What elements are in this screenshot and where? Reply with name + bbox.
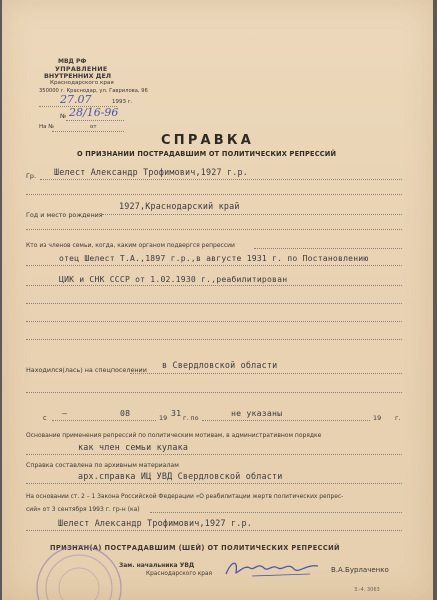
citizen-value: Шелест Александр Трофимович,1927 г.р. [54,167,248,177]
handwritten-signature [222,556,322,580]
reply-to-label: На № [39,124,54,130]
from-c: с [43,414,47,422]
dates-rule-a [52,420,156,421]
org-line1: МВД РФ [58,58,87,65]
law-line-2: сий» от 3 сентября 1993 г. гр-н (ка) [26,506,140,513]
to-label: г. по [183,414,199,422]
to-year: 19 [373,414,382,422]
round-stamp [24,540,134,600]
citizen-label: Гр. [26,172,36,180]
grounds-value: как член семьи кулака [78,442,189,452]
settlement-rule-2 [26,392,402,393]
repressed-rule-4 [26,321,402,322]
to-year-suffix: г. [395,414,401,422]
to-value: не указаны [231,408,283,418]
grounds-rule [26,454,402,455]
law-person-rule [26,530,402,531]
from-year-prefix: 19 [159,414,168,422]
law-person: Шелест Александр Трофимович,1927 г.р. [58,518,252,528]
settlement-rule [130,373,402,374]
page-subtitle: О ПРИЗНАНИИ ПОСТРАДАВШИМ ОТ ПОЛИТИЧЕСКИХ РЕПРЕССИЙ [77,150,337,158]
repressed-rule-1 [26,265,402,266]
signer-name: В.А.Бурлаченко [331,566,389,574]
from-month: 08 [120,408,131,418]
repressed-line-2: ЦИК и СНК СССР от 1.02.1930 г.,реабилитирован [59,274,288,284]
org-address: 350000 г. Краснодар, ул. Гаврилова, 96 [39,88,148,94]
source-value: арх.справка ИЦ УВД Свердловской области [78,471,283,481]
repressed-rule-3 [26,303,402,304]
source-rule [26,483,402,484]
repressed-rule-2 [26,285,402,286]
signer-position-1: Зам. начальника УВД [119,562,195,569]
repressed-label: Кто из членов семьи, когда, каким органом подвергся репрессии [26,242,235,249]
date-handwritten: 27.07 [60,93,92,106]
settlement-value: в Свердловской области [162,360,278,370]
reply-rule [52,131,124,132]
number-handwritten: 28/16-96 [69,106,119,119]
settlement-label: Находился(лась) на спецпоселении [26,366,147,374]
footer-code: З.-4. 3063 [354,587,380,593]
dates-rule-b [202,420,370,421]
from-dash: – [62,408,68,418]
grounds-label: Основание применения репрессий по политическим мотивам, в административном порядке [26,432,322,439]
org-line2: УПРАВЛЕНИЕ [55,65,108,73]
from-year: 31 [171,408,182,418]
number-label: № [60,113,67,120]
citizen-rule [40,179,402,180]
repressed-rule-0 [254,248,402,249]
birth-rule [102,214,402,215]
number-rule [66,120,124,121]
birth-label: Год и место рождения [26,211,103,219]
repressed-line-1: отец Шелест Т.А.,1897 г.р.,в августе 1931 г. по Постановлению [59,253,369,263]
recognized-statement: ПРИЗНАН(А) ПОСТРАДАВШИМ (ШЕЙ) ОТ ПОЛИТИЧЕСКИХ РЕПРЕССИЙ [50,544,340,552]
org-line3: ВНУТРЕННИХ ДЕЛ [44,72,112,80]
law-rule [150,512,402,513]
birth-rule-2 [26,229,402,230]
org-line4: Краснодарского края [50,80,114,86]
repressed-rule-5 [26,339,402,340]
citizen-rule-2 [26,194,402,195]
date-year: 1993 г. [112,99,133,105]
document-sheet [2,0,433,600]
birth-value: 1927,Краснодарский край [119,201,240,211]
signer-position-2: Краснодарского края [146,571,213,577]
reply-from-label: от [90,124,97,130]
page-title: СПРАВКА [161,133,255,148]
law-line-1: На основании ст. 2 – 1 Закона Российской Федерации «О реабилитации жертв политических репрес- [26,494,344,500]
source-label: Справка составлена по архивным материалам [26,462,179,469]
